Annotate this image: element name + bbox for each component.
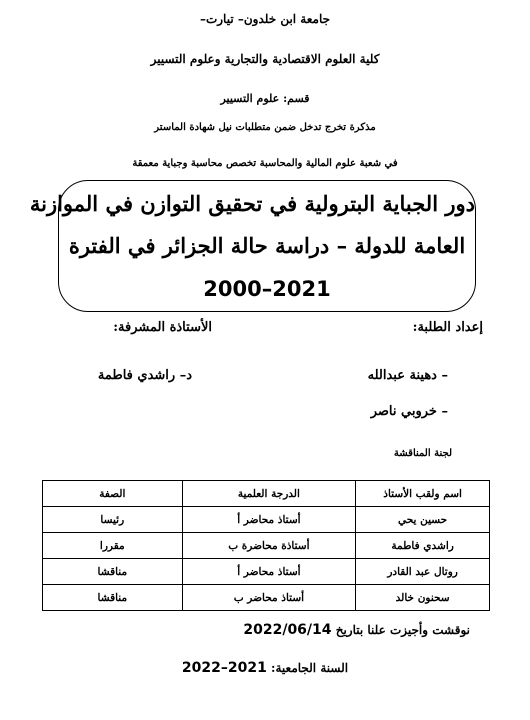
department-name: قسم: علوم التسيير xyxy=(220,92,310,105)
academic-year xyxy=(0,660,530,676)
member-name: سحنون خالد xyxy=(356,585,490,611)
supervisor-name: د– راشدي فاطمة xyxy=(97,368,192,383)
member-role: رئيسا xyxy=(43,507,183,533)
academic-year-label: السنة الجامعية: xyxy=(271,661,349,675)
defense-date: 2022/06/14 xyxy=(243,622,332,638)
committee-table xyxy=(42,480,490,611)
member-rank: أستاذ محاضر أ xyxy=(182,507,356,533)
university-name: جامعة ابن خلدون– تيارت– xyxy=(199,12,331,26)
member-role: مناقشا xyxy=(43,559,183,585)
students-label: إعداد الطلبة: xyxy=(412,320,483,335)
table-row xyxy=(43,507,490,533)
faculty-name: كلية العلوم الاقتصادية والتجارية وعلوم التسيير xyxy=(150,52,380,66)
column-header: الصفة xyxy=(43,481,183,507)
defense-statement xyxy=(243,622,470,638)
member-role: مقررا xyxy=(43,533,183,559)
committee-title: لجنة المناقشة xyxy=(393,448,452,459)
column-header: الدرجة العلمية xyxy=(182,481,356,507)
defense-text: نوقشت وأجيزت علنا بتاريخ xyxy=(335,623,470,637)
table-row xyxy=(43,533,490,559)
table-row xyxy=(43,559,490,585)
table-header-row xyxy=(43,481,490,507)
member-rank: أستاذ محاضر أ xyxy=(182,559,356,585)
title-line-2: العامة للدولة – دراسة حالة الجزائر في الفترة xyxy=(68,233,466,258)
branch-statement: في شعبة علوم المالية والمحاسبة تخصص محاسبة وجباية معمقة xyxy=(132,158,398,169)
member-role: مناقشا xyxy=(43,585,183,611)
member-name: راشدي فاطمة xyxy=(356,533,490,559)
supervisor-label: الأستاذة المشرفة: xyxy=(113,320,212,335)
title-years: 2000–2021 xyxy=(203,277,331,301)
memo-statement: مذكرة تخرج تدخل ضمن متطلبات نيل شهادة الماستر xyxy=(154,122,376,133)
thesis-title-box xyxy=(29,180,476,312)
member-rank: أستاذة محاضرة ب xyxy=(182,533,356,559)
member-name: روتال عبد القادر xyxy=(356,559,490,585)
student-name: – خروبي ناصر xyxy=(370,404,448,419)
academic-year-value: 2021–2022 xyxy=(181,660,267,676)
column-header: اسم ولقب الأستاذ xyxy=(356,481,490,507)
title-line-1: دور الجباية البترولية في تحقيق التوازن في الموازنة xyxy=(29,191,475,216)
member-name: حسين يحي xyxy=(356,507,490,533)
table-row xyxy=(43,585,490,611)
student-name: – دهينة عبدالله xyxy=(367,368,448,383)
member-rank: أستاذ محاضر ب xyxy=(182,585,356,611)
